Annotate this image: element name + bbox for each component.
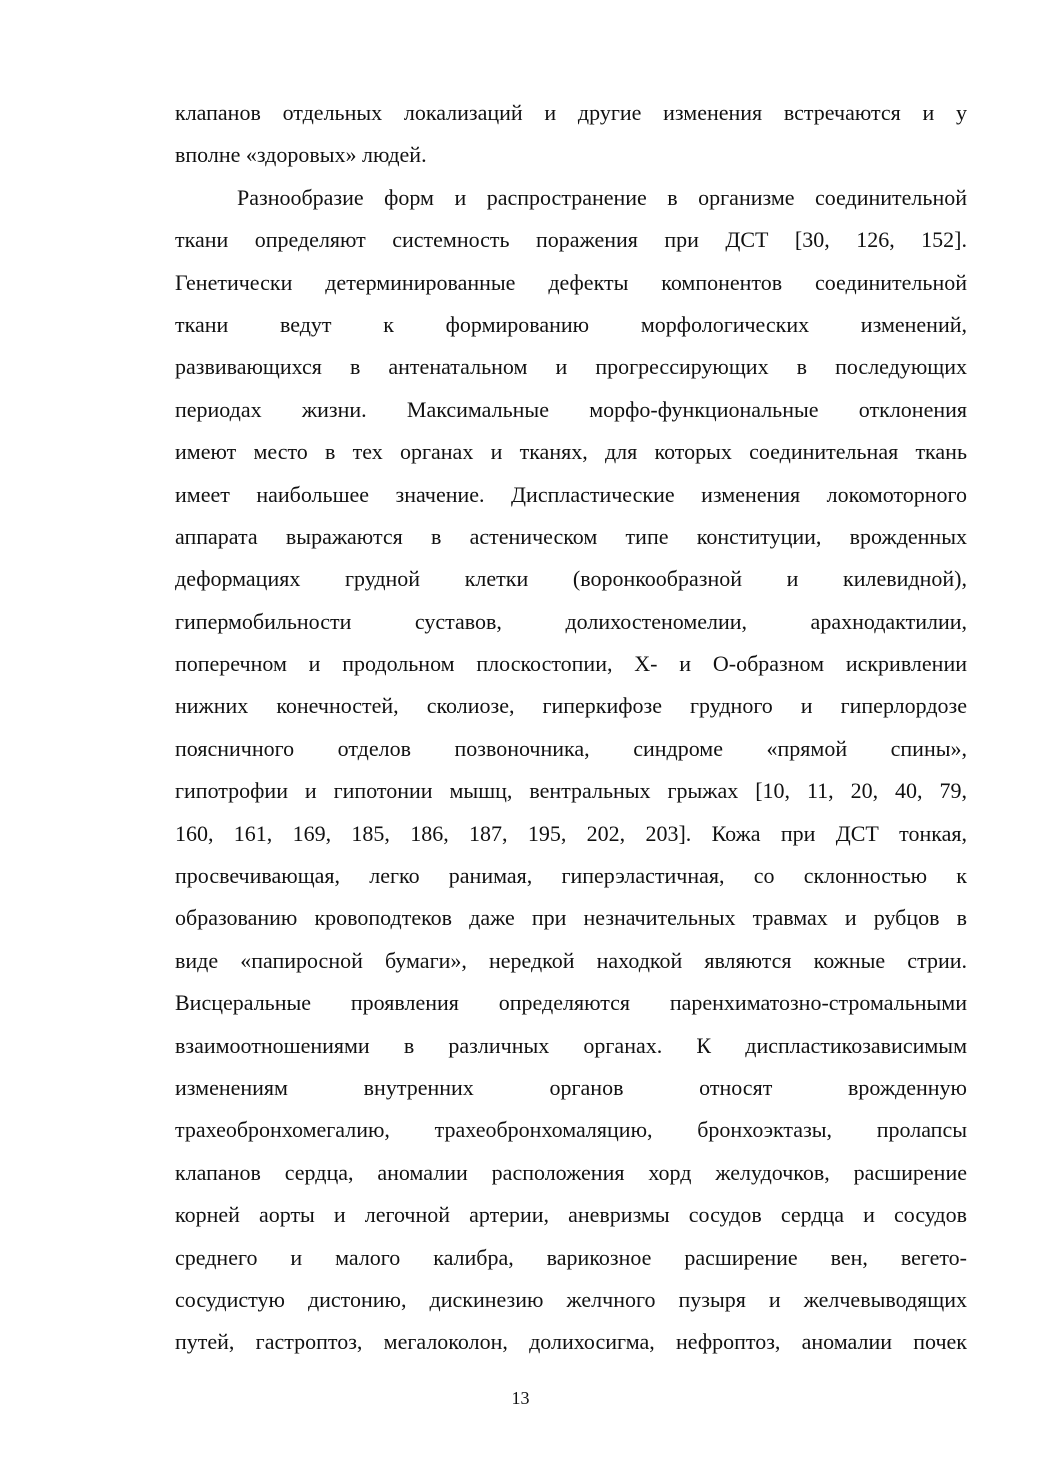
text-line: образованию кровоподтеков даже при незначительных травмах и рубцов в <box>175 905 967 931</box>
text-line: 160, 161, 169, 185, 186, 187, 195, 202, 203]. Кожа при ДСТ тонкая, <box>175 820 967 846</box>
text-line: ткани определяют системность поражения при ДСТ [30, 126, 152]. <box>175 227 967 253</box>
text-line: периодах жизни. Максимальные морфо-функциональные отклонения <box>175 396 967 422</box>
text-line: взаимоотношениями в различных органах. К диспластикозависимым <box>175 1032 967 1058</box>
text-line: сосудистую дистонию, дискинезию желчного пузыря и желчевыводящих <box>175 1286 967 1312</box>
text-line: гипермобильности суставов, долихостеномелии, арахнодактилии, <box>175 608 967 634</box>
page-number: 13 <box>511 1388 530 1408</box>
text-line: имеют место в тех органах и тканях, для которых соединительная ткань <box>175 439 967 465</box>
text-line: имеет наибольшее значение. Диспластические изменения локомоторного <box>175 481 967 507</box>
text-line: вполне «здоровых» людей. <box>175 142 427 168</box>
body-text <box>175 92 967 1364</box>
text-line: клапанов сердца, аномалии расположения хорд желудочков, расширение <box>175 1159 967 1185</box>
text-line: нижних конечностей, сколиозе, гиперкифозе грудного и гиперлордозе <box>175 693 967 719</box>
text-line: Висцеральные проявления определяются паренхиматозно-стромальными <box>175 990 967 1016</box>
text-line: Генетически детерминированные дефекты компонентов соединительной <box>175 269 967 295</box>
text-line: ткани ведут к формированию морфологических изменений, <box>175 311 967 337</box>
text-line: Разнообразие форм и распространение в организме соединительной <box>237 184 967 210</box>
text-line: среднего и малого калибра, варикозное расширение вен, вегето- <box>175 1244 967 1270</box>
text-line: деформациях грудной клетки (воронкообразной и килевидной), <box>175 566 967 592</box>
text-line: гипотрофии и гипотонии мышц, вентральных грыжах [10, 11, 20, 40, 79, <box>175 778 967 804</box>
text-line: поясничного отделов позвоночника, синдроме «прямой спины», <box>175 735 967 761</box>
text-line: клапанов отдельных локализаций и другие изменения встречаются и у <box>175 100 967 125</box>
text-line: развивающихся в антенатальном и прогрессирующих в последующих <box>175 354 967 380</box>
text-line: поперечном и продольном плоскостопии, Х- и О-образном искривлении <box>175 651 967 677</box>
text-line: трахеобронхомегалию, трахеобронхомаляцию, бронхоэктазы, пролапсы <box>175 1117 967 1143</box>
text-line: путей, гастроптоз, мегалоколон, долихосигма, нефроптоз, аномалии почек <box>175 1329 967 1355</box>
text-line: просвечивающая, легко ранимая, гиперэластичная, со склонностью к <box>175 863 967 889</box>
text-line: изменениям внутренних органов относят врожденную <box>175 1074 967 1100</box>
text-line: виде «папиросной бумаги», нередкой находкой являются кожные стрии. <box>175 947 967 973</box>
text-line: аппарата выражаются в астеническом типе конституции, врожденных <box>175 523 967 549</box>
text-line: корней аорты и легочной артерии, аневризмы сосудов сердца и сосудов <box>175 1202 967 1228</box>
